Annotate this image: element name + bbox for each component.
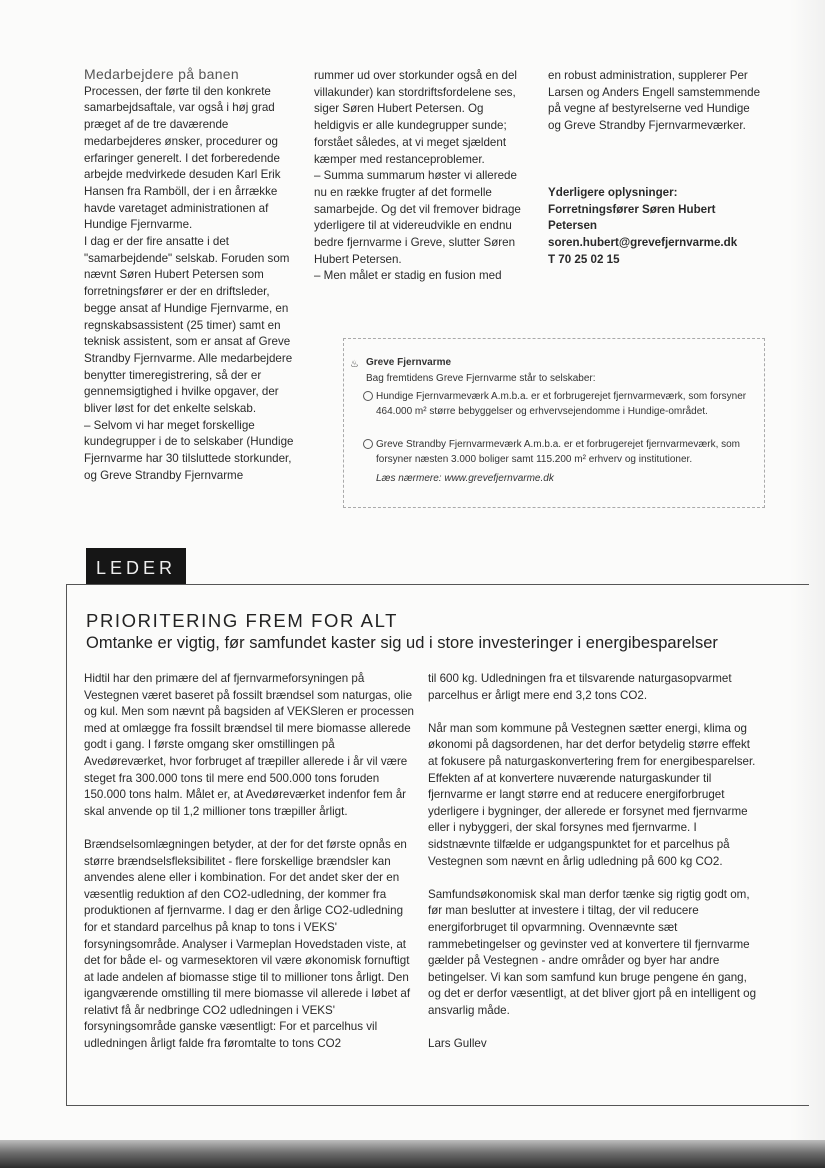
article-paragraph: I dag er der fire ansatte i det "samarbejdende" selskab. Foruden som nævnt Søren Hubert Petersen som forretningsfører er der en driftsleder, begge ansat af Hundige Fjernvarme, en regnskabsassistent (25 timer) samt en teknisk assistent, som er ansat af Greve Strandby Fjernvarme. Alle medarbejdere benytter timeregistrering, så der er gennemsigtighed i hvilke opgaver, der bliver løst for det enkelte selskab. [84, 235, 293, 416]
article-paragraph: Processen, der førte til den konkrete samarbejdsaftale, var også i høj grad præget af de tre daværende medarbejderes ønsker, procedurer og erfaringer generelt. I det forberedende arbejde medvirkede desuden Karl Erik Hansen fra Ramböll, der i en årrække havde varetaget administrationen af Hundige Fjernvarme. [84, 84, 281, 232]
info-box [343, 338, 765, 508]
leder-subtitle: Omtanke er vigtig, før samfundet kaster sig ud i store investeringer i energibesparelser [86, 634, 718, 652]
scan-edge-bar [0, 1140, 825, 1168]
leder-column-right [428, 671, 758, 1069]
leder-title: PRIORITERING FREM FOR ALT [86, 610, 399, 631]
bullet-icon [363, 391, 373, 401]
leder-author: Lars Gullev [428, 1037, 487, 1051]
article-column-1 [84, 66, 298, 485]
article-paragraph: en robust administration, supplerer Per Larsen og Anders Engell samstemmende på vegne af bestyrelserne ved Hundige og Greve Strandby Fjernvarmeværker. [548, 69, 761, 133]
leder-tab: LEDER [86, 548, 186, 584]
leder-paragraph: Brændselsomlægningen betyder, at der for det første opnås en større brændselsfleksibilitet - flere forskellige brændsler kan anvendes alene eller i kombination. For det andet sker der en væsentlig reduktion af den CO2-udledning, der kommer fra produktionen af fjernvarme. I dag er den årlige CO2-udledning for et standard parcelhus på knap to tons i VEKS' forsyningsområde. Analyser i Varmeplan Hovedstaden viste, at det for både el- og varmesektoren vil være økonomisk fornuftigt at lade andelen af biomasse stige til to millioner tons årligt. Den igangværende omstilling til mere biomasse vil allerede i løbet af relativt få år nedbringe CO2 udledningen i VEKS' forsyningsområde ganske væsentligt: For et parcelhus vil udledningen årligt falde fra føromtalte to tons CO2 [84, 837, 411, 1051]
bullet-icon [363, 439, 373, 449]
contact-label: Yderligere oplysninger: [548, 185, 678, 199]
leder-paragraph: Hidtil har den primære del af fjernvarmeforsyningen på Vestegnen været baseret på fossilt brændsel som naturgas, olie og kul. Men som nævnt på bagsiden af VEKSleren er processen med at omlægge fra fossilt brændsel til mere biomasse allerede godt i gang. I første omgang sker omstillingen på Avedøreværket, hvor forbruget af træpiller allerede i år vil være steget fra 300.000 tons til mere end 500.000 tons foruden 150.000 tons halm. Målet er, at Avedøreværket indenfor fem år skal anvende op til 1,2 millioner tons træpiller årligt. [84, 672, 414, 818]
article-heading: Medarbejdere på banen [84, 66, 239, 82]
contact-phone: T 70 25 02 15 [548, 252, 620, 266]
info-box-lead: Bag fremtidens Greve Fjernvarme står to selskaber: [366, 373, 596, 384]
info-box-item: Hundige Fjernvarmeværk A.m.b.a. er et forbrugerejet fjernvarmeværk, som forsyner 464.000 m² større bebyggelser og erhvervsejendomme i Hundige-området. [376, 389, 761, 419]
info-box-item: Greve Strandby Fjernvarmeværk A.m.b.a. er et forbrugerejet fjernvarmeværk, som forsyner næsten 3.000 boliger samt 115.200 m² erhverv og institutioner. [376, 437, 761, 467]
leder-paragraph: Samfundsøkonomisk skal man derfor tænke sig rigtig godt om, før man beslutter at investere i tiltag, der vil reducere energiforbruget til opvarmning. Ovennævnte sæt rammebetingelser og gevinster ved at konvertere til fjernvarme gælder på Vestegnen - andre områder og byer har andre betingelser. Vi kan som samfund kun bruge pengene én gang, og det er derfor væsentligt, at det bliver gjort på en intelligent og ansvarlig måde. [428, 887, 757, 1017]
info-box-link[interactable]: Læs nærmere: www.grevefjernvarme.dk [376, 473, 554, 484]
article-paragraph: rummer ud over storkunder også en del villakunder) kan stordriftsfordelene ses, siger Søren Hubert Petersen. Og heldigvis er alle kundegrupper sunde; forstået således, at vi meget sjældent kæmper med restanceproblemer. [314, 69, 517, 166]
article-paragraph: – Summa summarum høster vi allerede nu en række frugter af det formelle samarbejde. Og det vil fremover bidrage yderligere til at videreudvikle en endnu bedre fjernvarme i Greve, slutter Søren Hubert Petersen. [314, 169, 521, 266]
article-paragraph: – Selvom vi har meget forskellige kundegrupper i de to selskaber (Hundige Fjernvarme har 30 tilsluttede storkunder, og Greve Strandby Fjernvarme [84, 418, 294, 482]
leder-paragraph: Når man som kommune på Vestegnen sætter energi, klima og økonomi på dagsordenen, har det derfor betydelig større effekt at fokusere på naturgaskonvertering frem for energibesparelser. Effekten af at konvertere nuværende naturgaskunder til fjernvarme er langt større end at reducere energiforbruget yderligere i bygninger, der allerede er forsynet med fjernvarme eller i nybyggeri, der skal forsynes med fjernvarme. I sidstnævnte tilfælde er udgangspunktet for et parcelhus på Vestegnen som nævnt en årlig udledning på 600 kg CO2. [428, 721, 756, 868]
leder-column-left [84, 671, 414, 1069]
contact-email[interactable]: soren.hubert@grevefjernvarme.dk [548, 235, 738, 249]
contact-role: Forretningsfører Søren Hubert Petersen [548, 202, 716, 233]
leder-paragraph: til 600 kg. Udledningen fra et tilsvarende naturgasopvarmet parcelhus er årligt mere end 3,2 tons CO2. [428, 672, 732, 702]
article-paragraph: – Men målet er stadig en fusion med [314, 269, 502, 283]
contact-block [548, 185, 764, 269]
article-column-3 [548, 68, 764, 268]
flame-icon: ♨ [350, 359, 359, 370]
info-box-title: Greve Fjernvarme [366, 357, 452, 368]
article-column-2 [314, 68, 526, 285]
